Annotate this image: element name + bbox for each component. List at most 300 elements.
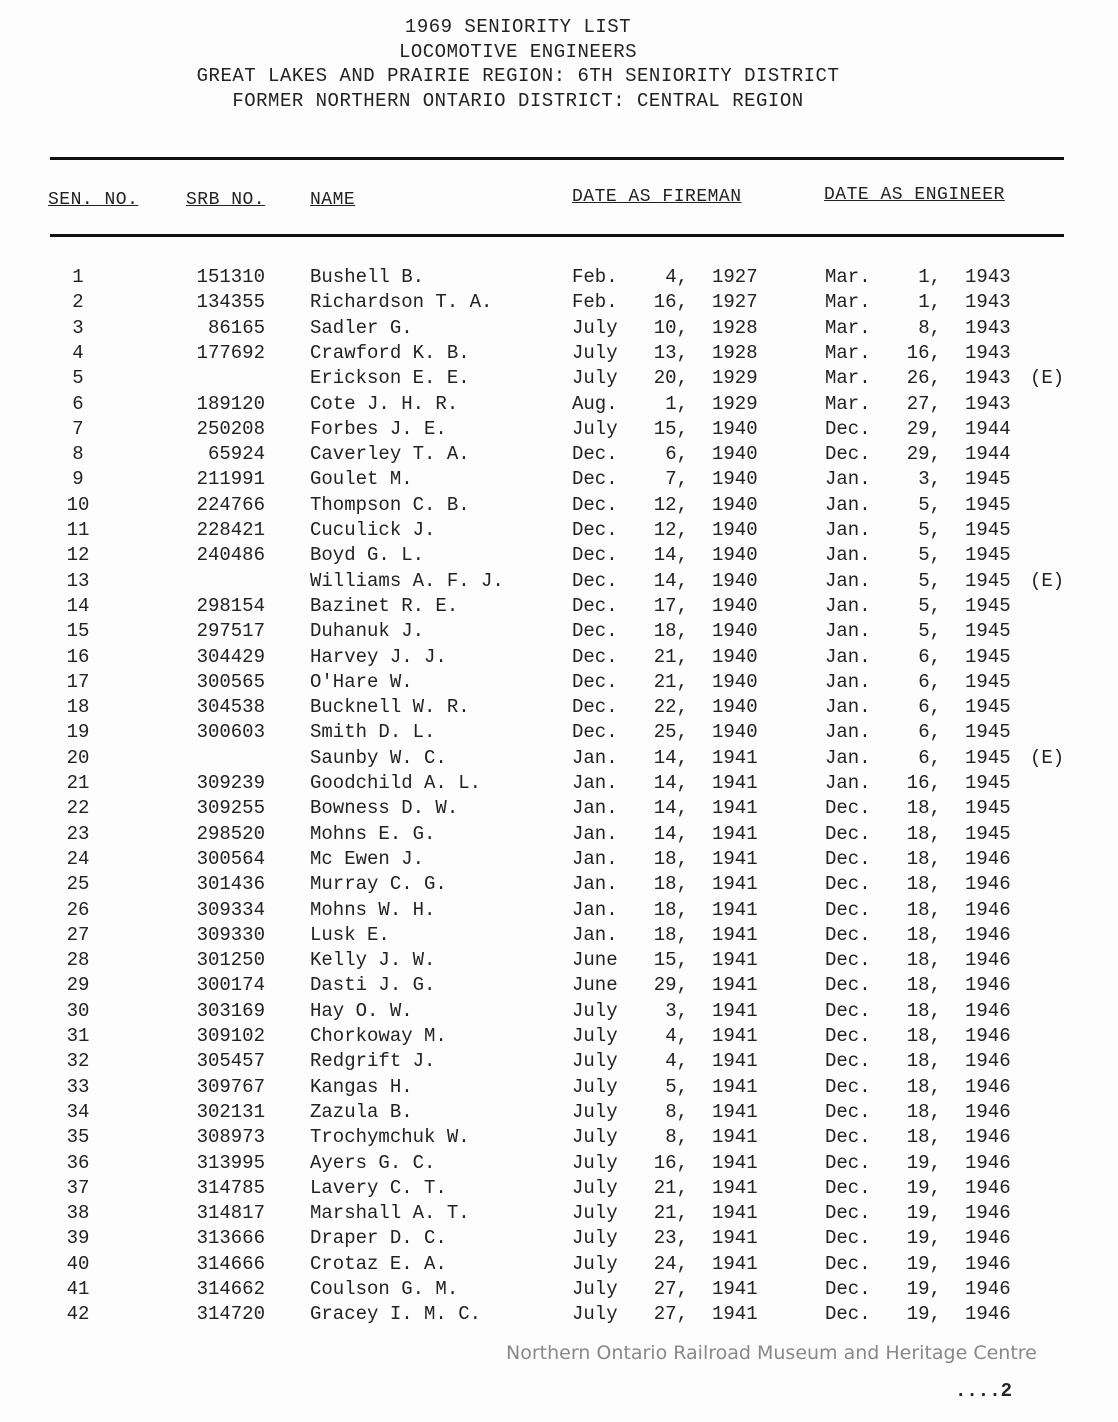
srb-no-cell: 314666 (196, 1252, 265, 1275)
note-cell: (E) (1030, 746, 1065, 769)
sen-no-cell: 42 (66, 1303, 90, 1326)
fireman-month-cell: Jan. (572, 746, 618, 769)
sen-no-cell: 20 (66, 746, 90, 769)
fireman-day-cell: 21, (653, 1176, 688, 1199)
sen-no-cell: 4 (72, 341, 84, 364)
fireman-day-cell: 8, (665, 1126, 688, 1149)
srb-no-cell: 314662 (196, 1278, 265, 1300)
name-cell: Sadler G. (310, 316, 413, 339)
fireman-day-cell: 21, (653, 1202, 688, 1225)
table-row (0, 924, 1118, 949)
district-line: FORMER NORTHERN ONTARIO DISTRICT: CENTRAL REGION (232, 90, 804, 112)
engineer-day-cell: 5, (918, 594, 941, 617)
fireman-year-cell: 1940 (712, 544, 758, 567)
fireman-day-cell: 18, (653, 620, 688, 643)
engineer-year-cell: 1944 (965, 417, 1011, 440)
engineer-month-cell: Dec. (825, 999, 871, 1022)
table-row (0, 317, 1118, 342)
fireman-year-cell: 1940 (712, 443, 758, 466)
table-row (0, 1303, 1118, 1328)
fireman-day-cell: 14, (653, 746, 688, 769)
engineer-month-cell: Dec. (825, 1075, 871, 1098)
table-row (0, 468, 1118, 493)
engineer-year-cell: 1946 (965, 1075, 1011, 1098)
engineer-year-cell: 1945 (965, 822, 1011, 845)
srb-no-cell: 309767 (196, 1075, 265, 1098)
engineer-month-cell: Jan. (825, 620, 871, 643)
table-row (0, 1202, 1118, 1227)
column-header-date-engineer: DATE AS ENGINEER (824, 185, 1005, 205)
engineer-year-cell: 1945 (965, 645, 1011, 668)
note-cell: (E) (1030, 367, 1065, 390)
engineer-month-cell: Dec. (825, 1126, 871, 1149)
engineer-day-cell: 18, (906, 898, 941, 921)
fireman-day-cell: 7, (665, 468, 688, 491)
fireman-day-cell: 27, (653, 1278, 688, 1300)
srb-no-cell: 309330 (196, 923, 265, 946)
sen-no-cell: 6 (72, 392, 84, 415)
name-cell: Draper D. C. (310, 1227, 447, 1250)
table-row (0, 899, 1118, 924)
engineer-year-cell: 1946 (965, 1252, 1011, 1275)
srb-no-cell: 309102 (196, 1025, 265, 1047)
engineer-day-cell: 8, (918, 316, 941, 339)
fireman-year-cell: 1941 (712, 1176, 758, 1199)
name-cell: Cuculick J. (310, 519, 436, 541)
engineer-month-cell: Mar. (825, 291, 871, 314)
sen-no-cell: 1 (72, 266, 84, 288)
fireman-year-cell: 1928 (712, 341, 758, 364)
srb-no-cell: 309255 (196, 797, 265, 820)
engineer-year-cell: 1945 (965, 670, 1011, 693)
engineer-year-cell: 1945 (965, 797, 1011, 820)
srb-no-cell: 300603 (196, 721, 265, 744)
engineer-year-cell: 1945 (965, 721, 1011, 744)
fireman-month-cell: July (572, 1227, 618, 1250)
fireman-day-cell: 10, (653, 316, 688, 339)
sen-no-cell: 34 (66, 1100, 90, 1123)
name-cell: Trochymchuk W. (310, 1126, 470, 1149)
srb-no-cell: 240486 (196, 544, 265, 567)
engineer-month-cell: Dec. (825, 1252, 871, 1275)
engineer-month-cell: Jan. (825, 746, 871, 769)
srb-no-cell: 228421 (196, 519, 265, 541)
engineer-month-cell: Dec. (825, 822, 871, 845)
engineer-day-cell: 5, (918, 544, 941, 567)
engineer-year-cell: 1946 (965, 1176, 1011, 1199)
fireman-month-cell: July (572, 1303, 618, 1326)
engineer-month-cell: Dec. (825, 873, 871, 896)
fireman-day-cell: 12, (653, 519, 688, 541)
srb-no-cell: 313666 (196, 1227, 265, 1250)
engineer-month-cell: Dec. (825, 1303, 871, 1326)
engineer-year-cell: 1946 (965, 847, 1011, 870)
engineer-day-cell: 16, (906, 341, 941, 364)
engineer-month-cell: Jan. (825, 569, 871, 592)
fireman-month-cell: Dec. (572, 620, 618, 643)
engineer-month-cell: Dec. (825, 1202, 871, 1225)
engineer-day-cell: 18, (906, 1126, 941, 1149)
srb-no-cell: 134355 (196, 291, 265, 314)
srb-no-cell: 304429 (196, 645, 265, 668)
fireman-year-cell: 1941 (712, 772, 758, 794)
engineer-day-cell: 6, (918, 746, 941, 769)
engineer-year-cell: 1943 (965, 291, 1011, 314)
table-row (0, 1227, 1118, 1252)
engineer-day-cell: 5, (918, 493, 941, 516)
engineer-month-cell: Dec. (825, 1050, 871, 1073)
fireman-month-cell: July (572, 999, 618, 1022)
srb-no-cell: 151310 (196, 266, 265, 288)
table-row (0, 848, 1118, 873)
srb-no-cell: 211991 (196, 468, 265, 491)
name-cell: Crawford K. B. (310, 341, 470, 364)
srb-no-cell: 300174 (196, 974, 265, 997)
name-cell: Lavery C. T. (310, 1176, 447, 1199)
name-cell: Cote J. H. R. (310, 392, 459, 415)
fireman-year-cell: 1940 (712, 721, 758, 744)
engineer-day-cell: 18, (906, 974, 941, 997)
fireman-year-cell: 1941 (712, 847, 758, 870)
engineer-year-cell: 1946 (965, 898, 1011, 921)
fireman-month-cell: Aug. (572, 392, 618, 415)
name-cell: Mc Ewen J. (310, 847, 425, 870)
name-cell: Bushell B. (310, 266, 425, 288)
table-row (0, 1126, 1118, 1151)
srb-no-cell: 301250 (196, 949, 265, 972)
engineer-day-cell: 6, (918, 670, 941, 693)
engineer-month-cell: Dec. (825, 1025, 871, 1047)
table-row (0, 1025, 1118, 1050)
column-header-sen-no: SEN. NO. (48, 190, 139, 210)
fireman-year-cell: 1941 (712, 797, 758, 820)
engineer-month-cell: Jan. (825, 468, 871, 491)
watermark: Northern Ontario Railroad Museum and Heritage Centre (506, 1342, 1037, 1364)
engineer-day-cell: 18, (906, 1100, 941, 1123)
name-cell: Redgrift J. (310, 1050, 436, 1073)
name-cell: Zazula B. (310, 1100, 413, 1123)
fireman-day-cell: 14, (653, 797, 688, 820)
engineer-day-cell: 18, (906, 1075, 941, 1098)
table-row (0, 418, 1118, 443)
fireman-day-cell: 14, (653, 822, 688, 845)
table-row (0, 1076, 1118, 1101)
engineer-month-cell: Mar. (825, 316, 871, 339)
table-row (0, 823, 1118, 848)
fireman-month-cell: July (572, 316, 618, 339)
fireman-day-cell: 27, (653, 1303, 688, 1326)
engineer-year-cell: 1946 (965, 873, 1011, 896)
engineer-day-cell: 18, (906, 1050, 941, 1073)
fireman-year-cell: 1941 (712, 1050, 758, 1073)
srb-no-cell: 300564 (196, 847, 265, 870)
srb-no-cell: 250208 (196, 417, 265, 440)
engineer-month-cell: Jan. (825, 493, 871, 516)
engineer-month-cell: Jan. (825, 544, 871, 567)
engineer-month-cell: Dec. (825, 923, 871, 946)
name-cell: Mohns E. G. (310, 822, 436, 845)
page-continuation: ....2 (955, 1380, 1013, 1402)
fireman-year-cell: 1940 (712, 594, 758, 617)
fireman-day-cell: 3, (665, 999, 688, 1022)
fireman-month-cell: July (572, 1050, 618, 1073)
name-cell: Goulet M. (310, 468, 413, 491)
engineer-month-cell: Jan. (825, 772, 871, 794)
srb-no-cell: 309334 (196, 898, 265, 921)
fireman-year-cell: 1940 (712, 569, 758, 592)
fireman-day-cell: 1, (665, 392, 688, 415)
fireman-year-cell: 1941 (712, 898, 758, 921)
table-row (0, 1101, 1118, 1126)
engineer-year-cell: 1945 (965, 594, 1011, 617)
fireman-month-cell: Dec. (572, 544, 618, 567)
engineer-day-cell: 19, (906, 1303, 941, 1326)
name-cell: Bucknell W. R. (310, 696, 470, 719)
sen-no-cell: 24 (66, 847, 90, 870)
sen-no-cell: 11 (66, 519, 90, 541)
fireman-day-cell: 13, (653, 341, 688, 364)
name-cell: Crotaz E. A. (310, 1252, 447, 1275)
sen-no-cell: 31 (66, 1025, 90, 1047)
engineer-year-cell: 1946 (965, 1202, 1011, 1225)
fireman-day-cell: 6, (665, 443, 688, 466)
fireman-year-cell: 1941 (712, 1278, 758, 1300)
sen-no-cell: 17 (66, 670, 90, 693)
engineer-day-cell: 19, (906, 1227, 941, 1250)
fireman-day-cell: 14, (653, 569, 688, 592)
engineer-year-cell: 1945 (965, 544, 1011, 567)
engineer-month-cell: Dec. (825, 1176, 871, 1199)
srb-no-cell: 305457 (196, 1050, 265, 1073)
name-cell: Williams A. F. J. (310, 569, 504, 592)
sen-no-cell: 39 (66, 1227, 90, 1250)
fireman-day-cell: 15, (653, 949, 688, 972)
sen-no-cell: 29 (66, 974, 90, 997)
engineer-day-cell: 5, (918, 620, 941, 643)
sen-no-cell: 23 (66, 822, 90, 845)
table-row (0, 873, 1118, 898)
name-cell: Murray C. G. (310, 873, 447, 896)
fireman-year-cell: 1941 (712, 949, 758, 972)
engineer-day-cell: 19, (906, 1252, 941, 1275)
name-cell: Mohns W. H. (310, 898, 436, 921)
name-cell: Duhanuk J. (310, 620, 425, 643)
fireman-month-cell: July (572, 367, 618, 390)
table-row (0, 519, 1118, 544)
fireman-month-cell: June (572, 974, 618, 997)
engineer-day-cell: 6, (918, 696, 941, 719)
name-cell: Forbes J. E. (310, 417, 447, 440)
engineer-day-cell: 19, (906, 1278, 941, 1300)
fireman-day-cell: 24, (653, 1252, 688, 1275)
engineer-year-cell: 1946 (965, 999, 1011, 1022)
fireman-month-cell: Jan. (572, 772, 618, 794)
header-rule (50, 234, 1064, 237)
sen-no-cell: 3 (72, 316, 84, 339)
engineer-day-cell: 18, (906, 847, 941, 870)
fireman-day-cell: 5, (665, 1075, 688, 1098)
fireman-day-cell: 21, (653, 670, 688, 693)
table-row (0, 797, 1118, 822)
engineer-month-cell: Jan. (825, 594, 871, 617)
fireman-day-cell: 4, (665, 266, 688, 288)
srb-no-cell: 301436 (196, 873, 265, 896)
engineer-year-cell: 1946 (965, 1227, 1011, 1250)
fireman-month-cell: Jan. (572, 873, 618, 896)
engineer-day-cell: 18, (906, 923, 941, 946)
fireman-year-cell: 1941 (712, 923, 758, 946)
engineer-day-cell: 6, (918, 645, 941, 668)
table-row (0, 393, 1118, 418)
fireman-year-cell: 1941 (712, 1100, 758, 1123)
engineer-year-cell: 1945 (965, 468, 1011, 491)
sen-no-cell: 26 (66, 898, 90, 921)
sen-no-cell: 7 (72, 417, 84, 440)
fireman-year-cell: 1941 (712, 873, 758, 896)
engineer-year-cell: 1946 (965, 974, 1011, 997)
name-cell: Ayers G. C. (310, 1151, 436, 1174)
fireman-day-cell: 22, (653, 696, 688, 719)
table-row (0, 646, 1118, 671)
fireman-month-cell: Feb. (572, 291, 618, 314)
table-row (0, 570, 1118, 595)
srb-no-cell: 314817 (196, 1202, 265, 1225)
sen-no-cell: 36 (66, 1151, 90, 1174)
sen-no-cell: 18 (66, 696, 90, 719)
srb-no-cell: 297517 (196, 620, 265, 643)
fireman-month-cell: July (572, 1025, 618, 1047)
name-cell: Bowness D. W. (310, 797, 459, 820)
sen-no-cell: 37 (66, 1176, 90, 1199)
engineer-year-cell: 1946 (965, 1303, 1011, 1326)
fireman-day-cell: 25, (653, 721, 688, 744)
table-row (0, 772, 1118, 797)
engineer-year-cell: 1945 (965, 746, 1011, 769)
table-row (0, 266, 1118, 291)
name-cell: Gracey I. M. C. (310, 1303, 482, 1326)
name-cell: Caverley T. A. (310, 443, 470, 466)
engineer-day-cell: 26, (906, 367, 941, 390)
fireman-month-cell: Dec. (572, 569, 618, 592)
fireman-day-cell: 16, (653, 1151, 688, 1174)
table-row (0, 949, 1118, 974)
engineer-year-cell: 1946 (965, 1050, 1011, 1073)
fireman-day-cell: 23, (653, 1227, 688, 1250)
name-cell: Richardson T. A. (310, 291, 493, 314)
fireman-year-cell: 1941 (712, 1227, 758, 1250)
fireman-month-cell: Dec. (572, 493, 618, 516)
name-cell: Chorkoway M. (310, 1025, 447, 1047)
name-cell: Marshall A. T. (310, 1202, 470, 1225)
sen-no-cell: 19 (66, 721, 90, 744)
engineer-year-cell: 1946 (965, 1100, 1011, 1123)
sen-no-cell: 2 (72, 291, 84, 314)
table-row (0, 974, 1118, 999)
sen-no-cell: 40 (66, 1252, 90, 1275)
engineer-year-cell: 1946 (965, 949, 1011, 972)
srb-no-cell: 300565 (196, 670, 265, 693)
fireman-day-cell: 14, (653, 772, 688, 794)
engineer-day-cell: 6, (918, 721, 941, 744)
sen-no-cell: 25 (66, 873, 90, 896)
fireman-month-cell: Feb. (572, 266, 618, 288)
fireman-day-cell: 20, (653, 367, 688, 390)
engineer-month-cell: Mar. (825, 367, 871, 390)
table-row (0, 721, 1118, 746)
fireman-day-cell: 8, (665, 1100, 688, 1123)
fireman-year-cell: 1927 (712, 291, 758, 314)
engineer-year-cell: 1945 (965, 569, 1011, 592)
engineer-month-cell: Dec. (825, 443, 871, 466)
fireman-day-cell: 18, (653, 923, 688, 946)
srb-no-cell: 309239 (196, 772, 265, 794)
srb-no-cell: 224766 (196, 493, 265, 516)
sen-no-cell: 13 (66, 569, 90, 592)
srb-no-cell: 303169 (196, 999, 265, 1022)
engineer-day-cell: 18, (906, 949, 941, 972)
fireman-month-cell: July (572, 341, 618, 364)
engineer-year-cell: 1946 (965, 1025, 1011, 1047)
engineer-day-cell: 18, (906, 797, 941, 820)
engineer-month-cell: Mar. (825, 341, 871, 364)
srb-no-cell: 298520 (196, 822, 265, 845)
column-header-name: NAME (310, 190, 356, 210)
sen-no-cell: 33 (66, 1075, 90, 1098)
fireman-year-cell: 1941 (712, 746, 758, 769)
engineer-day-cell: 5, (918, 519, 941, 541)
fireman-year-cell: 1941 (712, 1252, 758, 1275)
engineer-month-cell: Jan. (825, 519, 871, 541)
fireman-day-cell: 4, (665, 1025, 688, 1047)
fireman-month-cell: Jan. (572, 898, 618, 921)
fireman-month-cell: July (572, 1126, 618, 1149)
table-row (0, 443, 1118, 468)
name-cell: Kangas H. (310, 1075, 413, 1098)
table-row (0, 367, 1118, 392)
fireman-month-cell: Dec. (572, 645, 618, 668)
srb-no-cell: 177692 (196, 341, 265, 364)
engineer-year-cell: 1944 (965, 443, 1011, 466)
sen-no-cell: 15 (66, 620, 90, 643)
fireman-year-cell: 1940 (712, 468, 758, 491)
engineer-day-cell: 19, (906, 1202, 941, 1225)
sen-no-cell: 22 (66, 797, 90, 820)
name-cell: Goodchild A. L. (310, 772, 482, 794)
engineer-day-cell: 16, (906, 772, 941, 794)
srb-no-cell: 298154 (196, 594, 265, 617)
fireman-month-cell: July (572, 1278, 618, 1300)
fireman-month-cell: Jan. (572, 923, 618, 946)
fireman-day-cell: 14, (653, 544, 688, 567)
fireman-day-cell: 17, (653, 594, 688, 617)
engineer-month-cell: Dec. (825, 1227, 871, 1250)
sen-no-cell: 35 (66, 1126, 90, 1149)
table-row (0, 696, 1118, 721)
engineer-year-cell: 1943 (965, 392, 1011, 415)
fireman-month-cell: Dec. (572, 468, 618, 491)
fireman-year-cell: 1941 (712, 1202, 758, 1225)
table-row (0, 1000, 1118, 1025)
sen-no-cell: 8 (72, 443, 84, 466)
engineer-month-cell: Dec. (825, 797, 871, 820)
fireman-year-cell: 1941 (712, 999, 758, 1022)
engineer-year-cell: 1945 (965, 696, 1011, 719)
srb-no-cell: 314785 (196, 1176, 265, 1199)
engineer-year-cell: 1943 (965, 367, 1011, 390)
fireman-year-cell: 1941 (712, 974, 758, 997)
srb-no-cell: 65924 (207, 443, 265, 466)
fireman-year-cell: 1941 (712, 1303, 758, 1326)
